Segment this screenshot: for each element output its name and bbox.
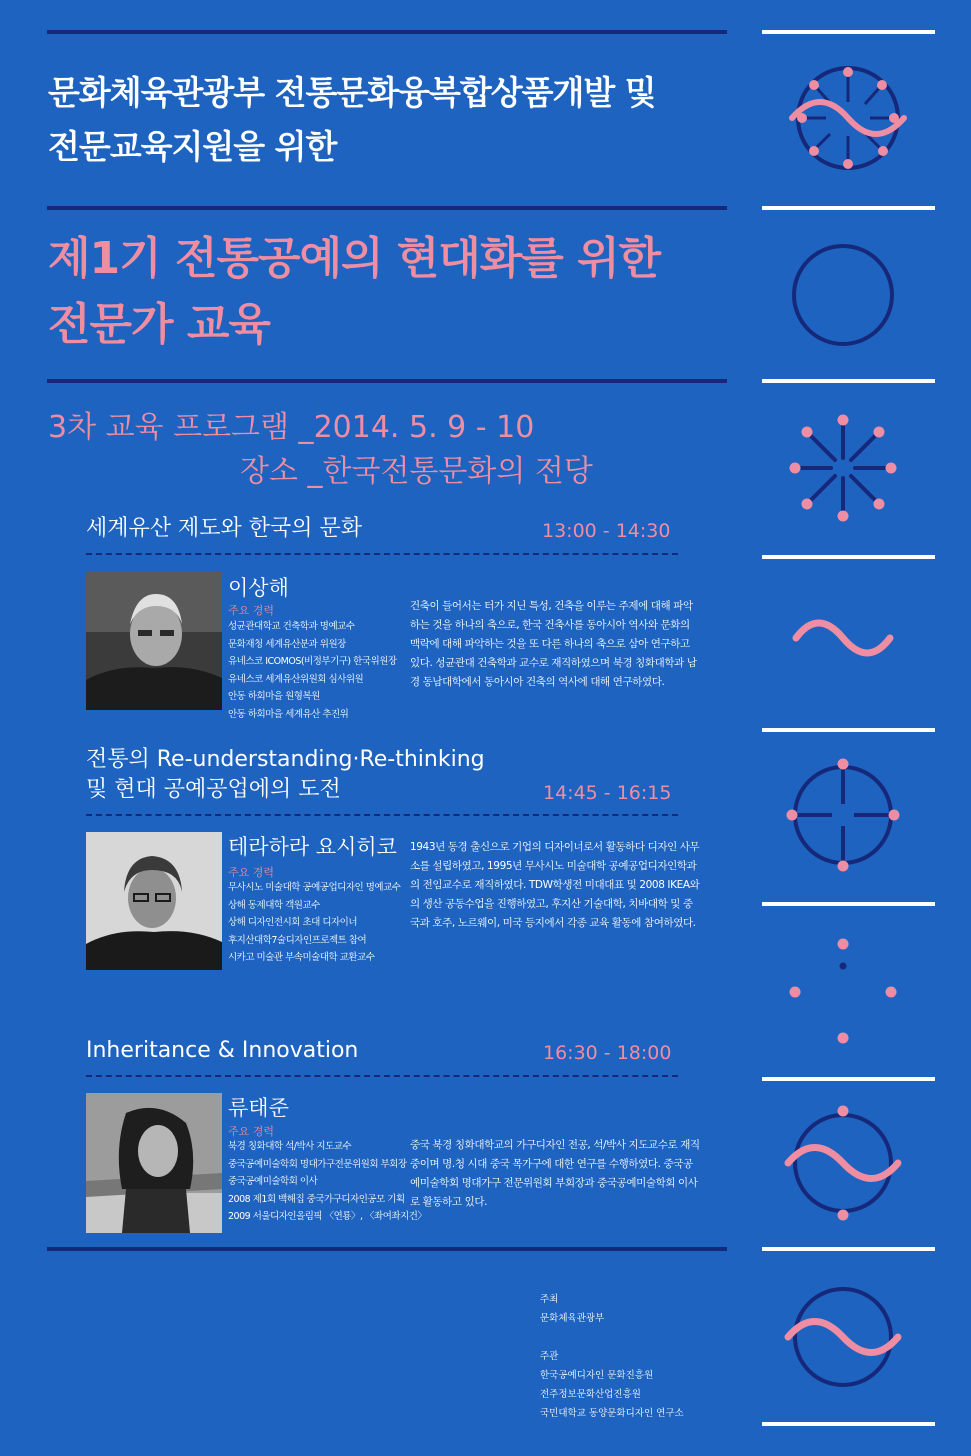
side-bar bbox=[762, 1077, 935, 1081]
career-item: 유네스코 ICOMOS(비정부기구) 한국위원장 bbox=[228, 656, 397, 667]
career-item: 문화재청 세계유산분과 위원장 bbox=[228, 638, 346, 650]
career-item: 유네스코 세계유산위원회 심사위원 bbox=[228, 673, 364, 685]
credits bbox=[540, 1290, 684, 1423]
organizer-name: 한국공예디자인 문화진흥원 bbox=[540, 1370, 654, 1381]
event-subtitle-line1: 문화체육관광부 전통문화융복합상품개발 및 bbox=[48, 73, 656, 112]
speaker-3-bio: 중국 북경 칭화대학교의 가구디자인 전공, 석/박사 지도교수로 재직중이며 명.청 시대 중국 목가구에 대한 연구를 수행하였다. 중국공예미술학회 명대가구 전문위원회 부회장과 중국공예미술학회 이사로 활동하고 있다. bbox=[410, 1139, 700, 1208]
side-bar bbox=[762, 1422, 935, 1426]
speaker-3-photo bbox=[86, 1093, 222, 1233]
side-bar bbox=[762, 902, 935, 906]
place-name: 한국전통문화의 전당 bbox=[322, 454, 593, 489]
session-3-time: 16:30 - 18:00 bbox=[543, 1042, 672, 1064]
career-item: 2009 서울디자인올림픽 〈연룡〉, 〈좌여좌지건〉 bbox=[228, 1211, 427, 1222]
crosshair-symbol-icon bbox=[782, 754, 904, 876]
side-bar bbox=[762, 206, 935, 210]
dots-symbol-icon bbox=[782, 930, 904, 1052]
speaker-3-career-list bbox=[228, 1138, 426, 1226]
career-item: 북경 칭화대학 석/박사 지도교수 bbox=[228, 1141, 352, 1152]
credits-spacer bbox=[540, 1328, 684, 1347]
session-2-divider bbox=[86, 814, 678, 816]
side-bar bbox=[762, 30, 935, 34]
circle-wave-symbol-icon bbox=[778, 1272, 908, 1402]
event-title-line1: 제1기 전통공예의 현대화를 위한 bbox=[48, 233, 661, 284]
session-2-time: 14:45 - 16:15 bbox=[543, 782, 672, 804]
organizer-name: 국민대학교 동양문화디자인 연구소 bbox=[540, 1408, 684, 1419]
program-label: 3차 교육 프로그램 _ bbox=[48, 410, 314, 445]
event-subtitle-line2: 전문교육지원을 위한 bbox=[48, 127, 337, 166]
program-date: 2014. 5. 9 - 10 bbox=[313, 410, 535, 445]
bottom-rule bbox=[47, 1247, 727, 1251]
career-item: 안동 하회마을 원형복원 bbox=[228, 691, 320, 702]
career-item: 성균관대학교 건축학과 명예교수 bbox=[228, 621, 355, 632]
career-item: 상해 동제대학 객원교수 bbox=[228, 899, 320, 911]
speaker-3-name: 류태준 bbox=[228, 1096, 289, 1120]
host-label: 주최 bbox=[540, 1294, 559, 1305]
session-3-title: Inheritance & Innovation bbox=[86, 1038, 359, 1063]
session-1-title: 세계유산 제도와 한국의 문화 bbox=[86, 516, 363, 541]
career-item: 후지산대학7술디자인프로젝트 참여 bbox=[228, 934, 367, 946]
speaker-3-career-label: 주요 경력 bbox=[228, 1125, 275, 1138]
host-name: 문화체육관광부 bbox=[540, 1313, 605, 1324]
event-title bbox=[48, 226, 768, 358]
rule-below-title bbox=[47, 379, 727, 383]
top-rule bbox=[47, 30, 727, 34]
program-place-line bbox=[240, 446, 593, 490]
organizer-name: 전주정보문화산업진흥원 bbox=[540, 1389, 641, 1400]
place-label: 장소 _ bbox=[240, 454, 323, 489]
event-subtitle bbox=[48, 66, 748, 174]
session-2-title-line2: 및 현대 공예공업에의 도전 bbox=[86, 777, 341, 802]
career-item: 시카고 미술관 부속미술대학 교환교수 bbox=[228, 952, 375, 963]
speaker-1-bio: 건축이 들어서는 터가 지닌 특성, 건축을 이루는 주제에 대해 파악하는 것을 하나의 축으로, 한국 건축사를 동아시아 역사와 문화의 맥락에 대해 파악하는 것을 또 다른 하나의 축으로 삼아 연구하고 있다. 성균관대 건축학과 교수로 재직하였으며 북경 칭화대학과 남경 동남대학에서 동아시아 건축의 역사에 대해 연구하였다. bbox=[410, 600, 697, 688]
session-3-divider bbox=[86, 1075, 678, 1077]
career-item: 상해 디자인전시회 초대 디자이너 bbox=[228, 917, 358, 928]
organizer-label: 주관 bbox=[540, 1351, 559, 1362]
speaker-1-career-list bbox=[228, 618, 397, 723]
rule-below-subtitle bbox=[47, 206, 727, 210]
session-2-title-line1: 전통의 Re-understanding·Re-thinking bbox=[86, 747, 485, 772]
speaker-1-photo bbox=[86, 572, 222, 710]
career-item: 무사시노 미술대학 공예공업디자인 명예교수 bbox=[228, 882, 401, 893]
circle-wave-symbol-icon bbox=[778, 1098, 908, 1228]
side-bar bbox=[762, 728, 935, 732]
speaker-1-career-label: 주요 경력 bbox=[228, 604, 275, 617]
career-item: 중국공예미술학회 명대가구전문위원회 부회장 bbox=[228, 1158, 407, 1170]
speaker-2-photo bbox=[86, 832, 222, 970]
speaker-2-career-label: 주요 경력 bbox=[228, 866, 275, 879]
event-title-line2: 전문가 교육 bbox=[48, 299, 270, 350]
speaker-1-name: 이상해 bbox=[228, 576, 289, 600]
career-item: 중국공예미술학회 이사 bbox=[228, 1176, 318, 1187]
wave-symbol-icon bbox=[788, 610, 898, 666]
session-1-time: 13:00 - 14:30 bbox=[542, 520, 671, 542]
speaker-2-name: 테라하라 요시히코 bbox=[228, 835, 397, 859]
circle-symbol-icon bbox=[788, 240, 898, 350]
side-bar bbox=[762, 1247, 935, 1251]
career-item: 안동 하회마을 세계유산 추진위 bbox=[228, 708, 349, 720]
side-bar bbox=[762, 379, 935, 383]
speaker-2-career-list bbox=[228, 879, 400, 967]
program-date-line bbox=[48, 402, 534, 446]
side-bar bbox=[762, 555, 935, 559]
burst-symbol-icon bbox=[783, 408, 903, 528]
radial-wave-symbol-icon bbox=[778, 58, 918, 188]
speaker-2-bio: 1943년 동경 출신으로 기업의 디자이너로서 활동하다 디자인 사무소를 설립하였고, 1995년 무사시노 미술대학 공예공업디자인학과의 전임교수로 재직하였다. TDW학생전 미대대표 및 2008 IKEA와의 생산 공동수업을 진행하였고, 후지산 기술대학, 치바대학 및 중국과 호주, 노르웨이, 미국 등지에서 각종 교육 활동에 참여하였다. bbox=[410, 841, 700, 929]
career-item: 2008 제1회 백해집 중국가구디자인공모 기획 bbox=[228, 1193, 405, 1205]
session-1-divider bbox=[86, 553, 678, 555]
session-2-title bbox=[86, 745, 485, 805]
